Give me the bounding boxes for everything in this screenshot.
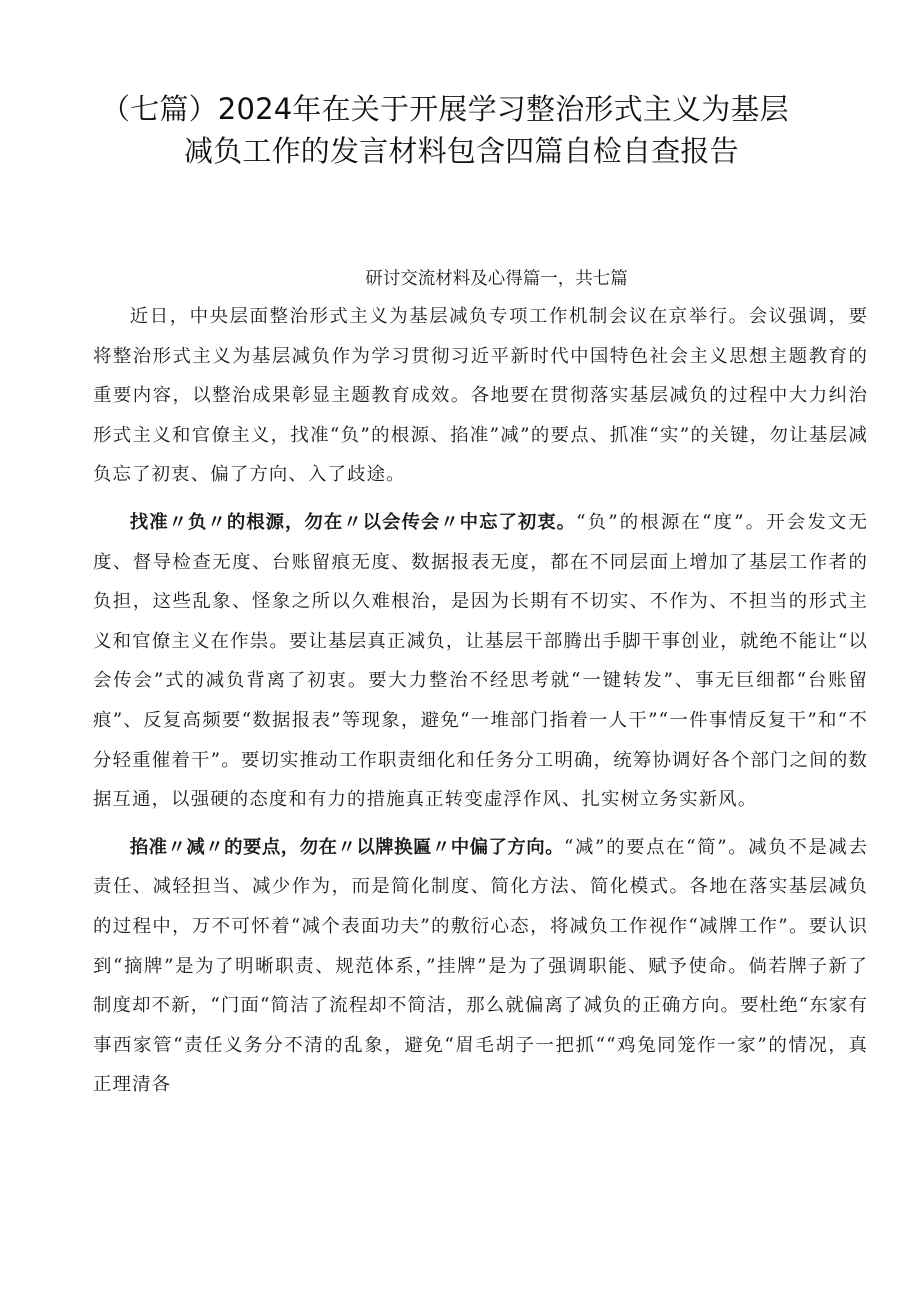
paragraph-2-lead: 找准〃负〃的根源，勿在〃以会传会〃中忘了初衷。 (129, 511, 577, 533)
paragraph-3-lead: 掐准〃减〃的要点，勿在〃以牌换匾〃中偏了方向。 (129, 836, 564, 858)
section-subtitle: 研讨交流材料及心得篇一，共七篇 (365, 269, 628, 289)
document-title-line-2: 减负工作的发言材料包含四篇自检自查报告 (184, 134, 739, 168)
paragraph-2 (93, 503, 868, 820)
paragraph-3 (93, 828, 868, 1105)
document-title (93, 88, 868, 172)
paragraph-2-body: “负”的根源在“度”。开会发文无度、督导检查无度、台账留痕无度、数据报表无度，都在不同层面上增加了基层工作者的负担，这些乱象、怪象之所以久难根治，是因为长期有不切实、不作为、不担当的形式主义和官僚主义在作祟。要让基层真正减负，让基层干部腾出手脚干事创业，就绝不能让“以会传会”式的减负背离了初衷。要大力整治不经思考就“一键转发”、事无巨细都“台账留痕”、反复高频要“数据报表”等现象，避免“一堆部门指着一人干”“一件事情反复干”和“不分轻重催着干”。要切实推动工作职责细化和任务分工明确，统筹协调好各个部门之间的数据互通，以强硬的态度和有力的措施真正转变虚浮作风、扎实树立务实新风。 (93, 511, 868, 811)
paragraph-1 (93, 297, 868, 495)
paragraph-1-body: 近日，中央层面整治形式主义为基层减负专项工作机制会议在京举行。会议强调，要将整治形式主义为基层减负作为学习贯彻习近平新时代中国特色社会主义思想主题教育的重要内容，以整治成果彰显主题教育成效。各地要在贯彻落实基层减负的过程中大力纠治形式主义和官僚主义，找准“负”的根源、掐准”减”的要点、抓准“实”的关键，勿让基层减负忘了初衷、偏了方向、入了歧途。 (93, 306, 868, 486)
paragraph-3-body: “减”的要点在“简”。减负不是减去责任、减轻担当、减少作为，而是简化制度、简化方法、简化模式。各地在落实基层减负的过程中，万不可怀着“减个表面功夫”的敷衍心态，将减负工作视作“减牌工作”。要认识到“摘牌”是为了明晰职责、规范体系，”挂牌”是为了强调职能、赋予使命。倘若牌子新了制度却不新，“门面“简洁了流程却不简洁，那么就偏离了减负的正确方向。要杜绝“东家有事西家管“责任义务分不清的乱象，避免“眉毛胡子一把抓““鸡兔同笼作一家”的情况，真正理清各 (93, 836, 868, 1096)
document-title-line-1: （七篇）2024年在关于开展学习整治形式主义为基层 (101, 92, 789, 126)
